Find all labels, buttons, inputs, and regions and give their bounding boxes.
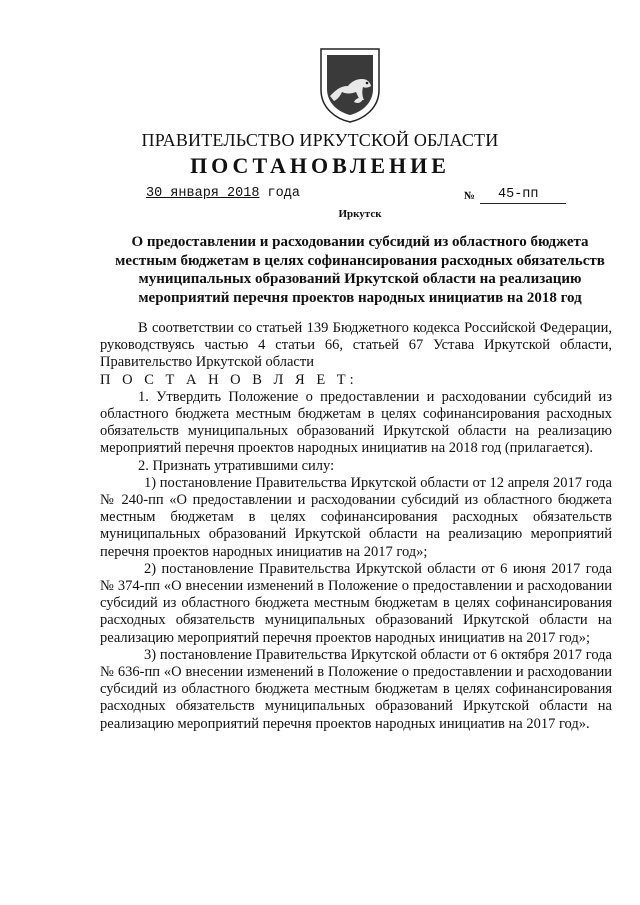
- document-title: О предоставлении и расходовании субсидий из областного бюджета местным бюджетам в целях софинансирования расходных обязательств муниципальных образований Иркутской области на реализацию мероприятий перечня проектов народных инициатив на 2018 год: [115, 234, 605, 306]
- document-date: [146, 186, 300, 201]
- subitem-1-paragraph: 1) постановление Правительства Иркутской области от 12 апреля 2017 года № 240-пп «О предоставлении и расходовании субсидий из областного бюджета местным бюджетам в целях софинансирования расходных обязательств муниципальных образований Иркутской области на реализацию мероприятий перечня проектов народных инициатив на 2017 год»;: [100, 474, 612, 560]
- government-name: ПРАВИТЕЛЬСТВО ИРКУТСКОЙ ОБЛАСТИ: [141, 130, 499, 150]
- item-1-paragraph: 1. Утвердить Положение о предоставлении и расходовании субсидий из областного бюджета местным бюджетам в целях софинансирования расходных обязательств муниципальных образований Иркутской области на реализацию мероприятий перечня проектов народных инициатив на 2018 год (прилагается).: [100, 388, 612, 457]
- date-value: 30 января 2018: [146, 186, 260, 201]
- item-2-paragraph: 2. Признать утратившими силу:: [138, 457, 335, 474]
- number-sign: №: [464, 190, 476, 202]
- document-body: [100, 320, 612, 733]
- subitem-3-paragraph: 3) постановление Правительства Иркутской области от 6 октября 2017 года № 636-пп «О внесении изменений в Положение о предоставлении и расходовании субсидий из областного бюджета местным бюджетам в целях софинансирования расходных обязательств муниципальных образований Иркутской области на реализацию мероприятий перечня проектов народных инициатив на 2017 год».: [100, 646, 612, 732]
- decree-word: П О С Т А Н О В Л Я Е Т:: [100, 371, 358, 388]
- city: Иркутск: [338, 208, 382, 220]
- document-type: ПОСТАНОВЛЕНИЕ: [190, 153, 450, 178]
- coat-of-arms-emblem: [318, 46, 382, 124]
- preamble-paragraph: В соответствии со статьей 139 Бюджетного кодекса Российской Федерации, руководствуясь частью 4 статьи 66, статьей 67 Устава Иркутской области, Правительство Иркутской области: [100, 320, 612, 371]
- document-number: 45-пп: [480, 186, 566, 204]
- subitem-2-paragraph: 2) постановление Правительства Иркутской области от 6 июня 2017 года № 374-пп «О внесении изменений в Положение о предоставлении и расходовании субсидий из областного бюджета местным бюджетам в целях софинансирования расходных обязательств муниципальных образований Иркутской области на реализацию мероприятий перечня проектов народных инициатив на 2017 год»;: [100, 560, 612, 646]
- date-suffix: года: [267, 186, 300, 201]
